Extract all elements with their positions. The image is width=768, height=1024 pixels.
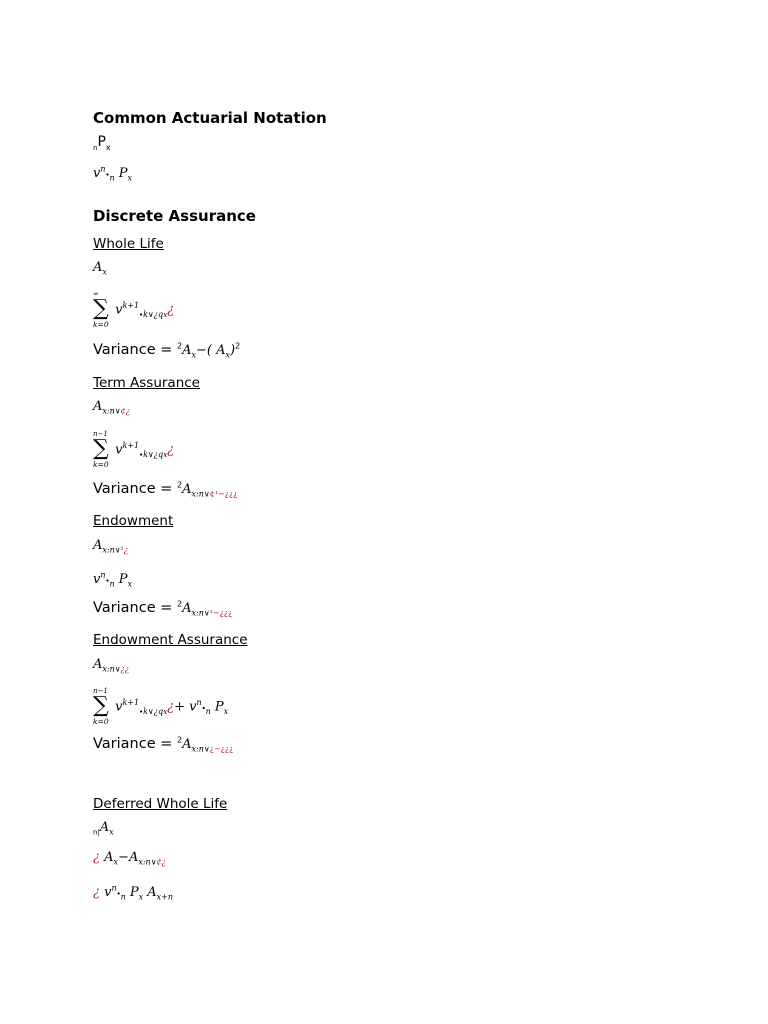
vn-dot: ∙ xyxy=(105,170,110,179)
ta-A-tail: ¢¿ xyxy=(120,406,130,416)
ea-mark: ¿ xyxy=(167,699,175,715)
ta-q-sub: x xyxy=(163,451,168,460)
wl-var-close: ) xyxy=(230,343,236,358)
dw-l1-A: A xyxy=(104,850,114,865)
ea-v2-sup: n xyxy=(196,698,202,708)
ea-v2-dot: ∙ xyxy=(201,703,206,713)
dw-pre: n| xyxy=(93,828,100,837)
ta-var-sup: 2 xyxy=(177,480,183,490)
wl-var-minus: − xyxy=(196,343,207,358)
ea-v2: v xyxy=(189,699,197,715)
sum-symbol-icon: ∑ xyxy=(93,296,109,321)
ta-A: A xyxy=(93,399,103,414)
term-symbol xyxy=(93,399,130,414)
whole-life-label: Whole Life xyxy=(93,236,164,252)
ea-var-A: A xyxy=(182,737,192,752)
ea-v2-n: n xyxy=(205,707,211,717)
ta-sum-top: n−1 xyxy=(93,430,108,438)
ea-A-sub: x:n∨ xyxy=(102,664,121,674)
deferred-symbol xyxy=(93,820,114,835)
en-A-tail: ¹¿ xyxy=(120,545,129,555)
ta-sum xyxy=(93,430,111,470)
en-var-sub: x:n∨ xyxy=(191,608,210,618)
wl-sum xyxy=(93,290,111,330)
vn-sup: n xyxy=(100,164,106,174)
ea-v-tail: ∙k∨¿q xyxy=(139,707,164,717)
sum-symbol-icon: ∑ xyxy=(93,436,109,461)
term-assurance-label: Term Assurance xyxy=(93,375,200,391)
dw-A-sub: x xyxy=(109,827,114,837)
term-variance xyxy=(93,481,237,497)
dw-l2-v: v xyxy=(104,885,112,900)
dw-l2-x: x xyxy=(138,892,144,902)
dw-l2-mark: ¿ xyxy=(93,885,100,900)
endowment-assurance-formula xyxy=(93,687,228,727)
dw-l1-minus: − xyxy=(118,850,129,865)
ta-var-tail: ¢¹−¿¿¿ xyxy=(209,489,238,499)
dw-l2-n: n xyxy=(120,892,126,902)
npx-prefix: n xyxy=(93,143,98,152)
endowment-assurance-variance xyxy=(93,736,233,752)
wl-var-sub2: x xyxy=(225,350,231,360)
dw-l2-P: P xyxy=(129,885,139,900)
dw-l2-sub: x+n xyxy=(156,892,174,902)
vn-x: x xyxy=(127,173,132,183)
ea-var-tail: ¿−¿¿¿ xyxy=(209,744,234,754)
whole-life-symbol xyxy=(93,260,107,275)
ea-v-sup: k+1 xyxy=(122,698,140,708)
ea-var-sup: 2 xyxy=(177,735,183,745)
wl-sum-top: ∞ xyxy=(93,290,99,298)
en-v: v xyxy=(93,572,101,587)
wl-mark: ¿ xyxy=(167,302,175,318)
vn-P: P xyxy=(118,166,128,181)
ta-v-sup: k+1 xyxy=(122,441,140,451)
wl-sum-bot: k=0 xyxy=(93,320,109,329)
dw-l1-sub2: x:n∨ xyxy=(138,857,157,867)
sum-symbol-icon: ∑ xyxy=(93,693,109,718)
ea-A: A xyxy=(93,657,103,672)
vn-v: v xyxy=(93,166,101,181)
wl-A: A xyxy=(93,260,103,275)
ea-var-label: Variance = xyxy=(93,736,178,752)
ta-sum-bot: k=0 xyxy=(93,460,109,469)
ea-sum-top: n−1 xyxy=(93,687,108,695)
en-var-A: A xyxy=(182,601,192,616)
ea-q-sub: x xyxy=(163,708,168,717)
wl-var-sup: 2 xyxy=(177,341,183,351)
wl-v-sup: k+1 xyxy=(122,301,140,311)
dw-l1-A2: A xyxy=(128,850,139,865)
dw-l1-mark: ¿ xyxy=(93,850,100,865)
ta-v-tail: ∙k∨¿q xyxy=(139,450,164,460)
npx-subscript: x xyxy=(105,142,111,152)
whole-life-formula xyxy=(93,290,174,330)
dw-A: A xyxy=(99,820,110,835)
ea-sum xyxy=(93,687,111,727)
deferred-formula-2 xyxy=(93,885,173,900)
wl-var-pow: 2 xyxy=(235,341,241,351)
dw-l1-sub: x xyxy=(113,857,119,867)
endowment-assurance-label: Endowment Assurance xyxy=(93,632,248,648)
en-v-sup: n xyxy=(100,570,106,580)
ta-v: v xyxy=(115,442,123,458)
ea-v2-x: x xyxy=(223,707,229,717)
vn-notation xyxy=(93,166,132,181)
ea-sum-bot: k=0 xyxy=(93,717,109,726)
wl-v-tail: ∙k∨¿q xyxy=(139,310,164,320)
ta-var-sub: x:n∨ xyxy=(191,489,210,499)
wl-var-sub: x xyxy=(191,350,197,360)
en-A-sub: x:n∨ xyxy=(102,545,121,555)
page-title: Common Actuarial Notation xyxy=(93,109,327,127)
wl-v: v xyxy=(115,302,123,318)
vn-n: n xyxy=(109,173,115,183)
en-v-dot: ∙ xyxy=(105,576,110,585)
ea-v: v xyxy=(115,699,123,715)
en-v-n: n xyxy=(109,579,115,589)
npx-notation xyxy=(93,134,111,150)
ea-A-tail: ¿¿ xyxy=(120,664,130,674)
wl-q-sub: x xyxy=(163,311,168,320)
dw-l2-sup: n xyxy=(111,883,117,893)
en-var-tail: ¹−¿¿¿ xyxy=(209,608,233,618)
ta-mark: ¿ xyxy=(167,442,175,458)
en-v-x: x xyxy=(127,579,132,589)
deferred-formula-1 xyxy=(93,850,166,865)
en-var-label: Variance = xyxy=(93,600,178,616)
ea-plus: + xyxy=(174,699,186,715)
dw-l2-dot: ∙ xyxy=(116,889,121,898)
endowment-symbol xyxy=(93,538,128,553)
dw-l1-tail: ¢¿ xyxy=(156,857,166,867)
wl-var-label: Variance = xyxy=(93,342,178,358)
wl-var-bracket: ( A xyxy=(206,343,226,358)
endowment-assurance-symbol xyxy=(93,657,129,672)
wl-var-A: A xyxy=(182,343,192,358)
whole-life-variance xyxy=(93,342,240,358)
en-var-sup: 2 xyxy=(177,599,183,609)
ea-var-sub: x:n∨ xyxy=(191,744,210,754)
en-A: A xyxy=(93,538,103,553)
en-v-P: P xyxy=(118,572,128,587)
dw-l2-A: A xyxy=(147,885,157,900)
ta-A-sub: x:n∨ xyxy=(102,406,121,416)
wl-A-sub: x xyxy=(102,267,107,277)
discrete-heading: Discrete Assurance xyxy=(93,207,256,225)
npx-main: P xyxy=(97,134,106,150)
deferred-whole-life-label: Deferred Whole Life xyxy=(93,796,228,812)
ea-v2-P: P xyxy=(214,699,224,715)
term-formula xyxy=(93,430,174,470)
ta-var-label: Variance = xyxy=(93,481,178,497)
ta-var-A: A xyxy=(182,482,192,497)
endowment-variance xyxy=(93,600,232,616)
endowment-formula xyxy=(93,572,132,587)
endowment-label: Endowment xyxy=(93,513,174,529)
